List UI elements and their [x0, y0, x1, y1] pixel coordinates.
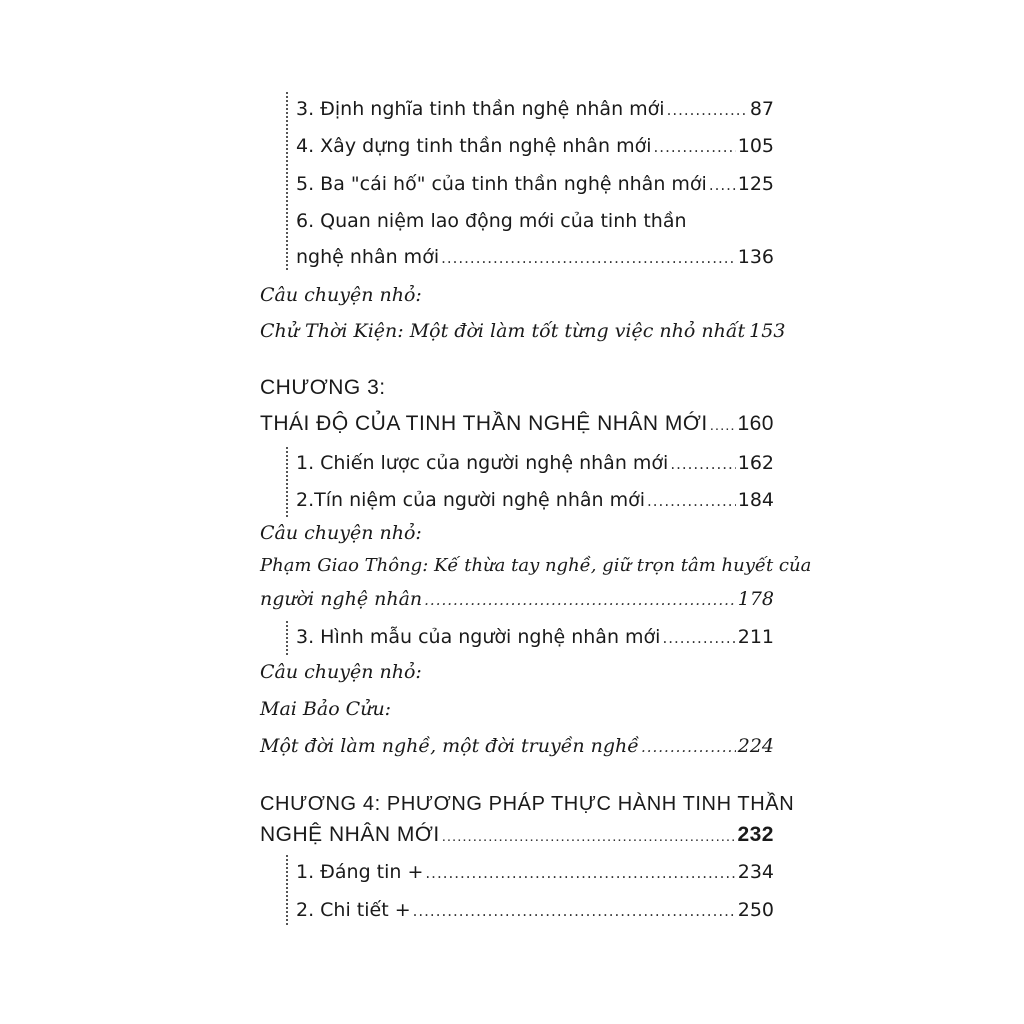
- toc-page-number: 250: [737, 899, 774, 921]
- story-label: [260, 520, 774, 546]
- toc-page-number: 162: [737, 452, 774, 474]
- indent-rule: [286, 92, 288, 270]
- toc-entry[interactable]: [296, 133, 774, 160]
- toc-entry-line[interactable]: [296, 208, 774, 234]
- toc-entry[interactable]: [260, 586, 774, 613]
- leader-dots: [442, 824, 736, 850]
- leader-dots: [662, 625, 735, 651]
- chapter-title: CHƯƠNG 4: PHƯƠNG PHÁP THỰC HÀNH TINH THẦN: [260, 793, 795, 815]
- toc-entry-title: 6. Quan niệm lao động mới của tinh thần: [296, 210, 687, 232]
- story-name: [260, 696, 774, 722]
- leader-dots: [641, 734, 736, 760]
- toc-entry-title: 3. Định nghĩa tinh thần nghệ nhân mới: [296, 98, 665, 120]
- toc-entry[interactable]: [296, 897, 774, 924]
- chapter-label: [260, 375, 774, 401]
- chapter-label-text: CHƯƠNG 3:: [260, 376, 386, 399]
- toc-page-number: 153: [749, 320, 786, 342]
- indent-rule: [286, 855, 288, 925]
- leader-dots: [709, 172, 736, 198]
- leader-dots: [424, 587, 736, 613]
- toc-entry[interactable]: [296, 96, 774, 123]
- toc-entry-title: người nghệ nhân: [260, 588, 423, 610]
- chapter-title: THÁI ĐỘ CỦA TINH THẦN NGHỆ NHÂN MỚI: [260, 412, 708, 435]
- leader-dots: [667, 97, 748, 123]
- leader-dots: [441, 245, 736, 271]
- toc-page-number: 178: [737, 588, 774, 610]
- leader-dots: [654, 134, 736, 160]
- leader-dots: [710, 413, 736, 439]
- toc-entry[interactable]: [296, 624, 774, 651]
- toc-page-number: 136: [737, 246, 774, 268]
- toc-entry[interactable]: [296, 450, 774, 477]
- toc-entry[interactable]: [296, 244, 774, 271]
- toc-entry-title: 2. Chi tiết +: [296, 899, 411, 921]
- toc-entry[interactable]: [296, 487, 774, 514]
- toc-entry-title: 3. Hình mẫu của người nghệ nhân mới: [296, 626, 661, 648]
- toc-page-number: 224: [737, 735, 774, 757]
- toc-page-number: 87: [749, 98, 774, 120]
- toc-entry[interactable]: [260, 318, 786, 345]
- chapter-label: [260, 791, 795, 817]
- toc-entry-title: 2.Tín niệm của người nghệ nhân mới: [296, 489, 646, 511]
- toc-entry[interactable]: [296, 859, 774, 886]
- toc-entry-title: 4. Xây dựng tinh thần nghệ nhân mới: [296, 135, 652, 157]
- toc-entry-title: Phạm Giao Thông: Kế thừa tay nghề, giữ trọn tâm huyết của: [260, 555, 812, 576]
- toc-entry-title: 5. Ba "cái hố" của tinh thần nghệ nhân mới: [296, 173, 707, 195]
- leader-dots: [670, 451, 735, 477]
- story-label-text: Câu chuyện nhỏ:: [260, 661, 422, 683]
- toc-entry[interactable]: [260, 733, 774, 760]
- toc-page-number: 105: [737, 135, 774, 157]
- story-label-text: Câu chuyện nhỏ:: [260, 522, 422, 544]
- leader-dots: [647, 488, 736, 514]
- indent-rule: [286, 621, 288, 655]
- indent-rule: [286, 447, 288, 517]
- toc-page-number: 211: [737, 626, 774, 648]
- toc-entry-title: Một đời làm nghề, một đời truyền nghề: [260, 735, 639, 757]
- toc-page-number: 160: [737, 412, 774, 435]
- toc-page-number: 232: [737, 823, 774, 846]
- toc-page-number: 234: [737, 861, 774, 883]
- toc-entry-line[interactable]: [260, 553, 812, 579]
- toc-entry-title: Chử Thời Kiện: Một đời làm tốt từng việc nhỏ nhất: [260, 320, 746, 342]
- chapter-entry[interactable]: [260, 411, 774, 439]
- chapter-title: NGHỆ NHÂN MỚI: [260, 823, 440, 846]
- leader-dots: [413, 898, 736, 924]
- leader-dots: [425, 860, 735, 886]
- story-label: [260, 282, 774, 308]
- toc-entry-title: 1. Đáng tin +: [296, 861, 424, 883]
- toc-page-number: 184: [737, 489, 774, 511]
- toc-page-number: 125: [737, 173, 774, 195]
- chapter-entry[interactable]: [260, 822, 774, 850]
- toc-entry-title: 1. Chiến lược của người nghệ nhân mới: [296, 452, 669, 474]
- story-label-text: Câu chuyện nhỏ:: [260, 284, 422, 306]
- toc-entry[interactable]: [296, 171, 774, 198]
- toc-entry-title: nghệ nhân mới: [296, 246, 440, 268]
- story-name-text: Mai Bảo Cửu:: [260, 698, 392, 720]
- story-label: [260, 659, 774, 685]
